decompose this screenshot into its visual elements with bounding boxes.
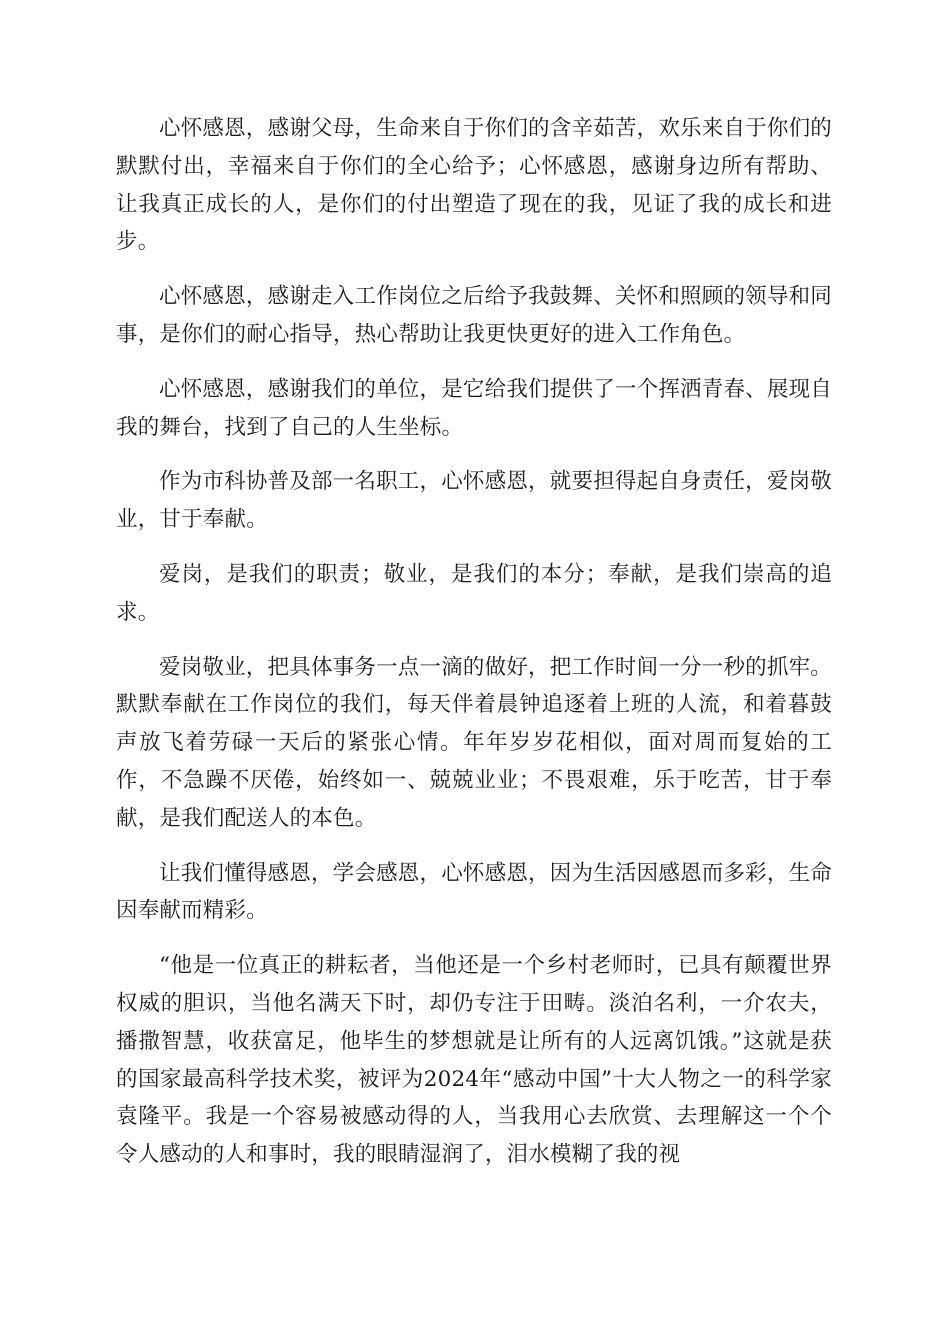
paragraph-gratitude-parents: 心怀感恩，感谢父母，生命来自于你们的含辛茹苦，欢乐来自于你们的默默付出，幸福来自于你们的全心给予；心怀感恩，感谢身边所有帮助、让我真正成长的人，是你们的付出塑造了现在的我，见证了我的成长和进步。 [116, 116, 832, 255]
paragraph-yuan-longping: “他是一位真正的耕耘者，当他还是一个乡村老师时，已具有颠覆世界权威的胆识，当他名满天下时，却仍专注于田畴。淡泊名利，一介农夫，播撒智慧，收获富足，他毕生的梦想就是让所有的人远离饥饿。”这就是获的国家最高科学技术奖，被评为2024年“感动中国”十大人物之一的科学家袁隆平。我是一个容易被感动得的人，当我用心去欣赏、去理解这一个个令人感动的人和事时，我的眼睛湿润了，泪水模糊了我的视 [116, 953, 832, 1168]
paragraph-responsibility: 作为市科协普及部一名职工，心怀感恩，就要担得起自身责任，爱岗敬业，甘于奉献。 [116, 469, 832, 533]
paragraph-dedication: 爱岗敬业，把具体事务一点一滴的做好，把工作时间一分一秒的抓牢。默默奉献在工作岗位的我们，每天伴着晨钟追逐着上班的人流，和着暮鼓声放飞着劳碌一天后的紧张心情。年年岁岁花相似，面对周而复始的工作，不急躁不厌倦，始终如一、兢兢业业；不畏艰难，乐于吃苦，甘于奉献，是我们配送人的本色。 [116, 654, 832, 831]
paragraph-learn-gratitude: 让我们懂得感恩，学会感恩，心怀感恩，因为生活因感恩而多彩，生命因奉献而精彩。 [116, 860, 832, 924]
document-body [116, 110, 832, 1174]
paragraph-gratitude-unit: 心怀感恩，感谢我们的单位，是它给我们提供了一个挥洒青春、展现自我的舞台，找到了自己的人生坐标。 [116, 376, 832, 440]
paragraph-gratitude-colleagues: 心怀感恩，感谢走入工作岗位之后给予我鼓舞、关怀和照顾的领导和同事，是你们的耐心指导，热心帮助让我更快更好的进入工作角色。 [116, 284, 832, 347]
paragraph-duty: 爱岗，是我们的职责；敬业，是我们的本分；奉献，是我们崇高的追求。 [116, 561, 832, 625]
